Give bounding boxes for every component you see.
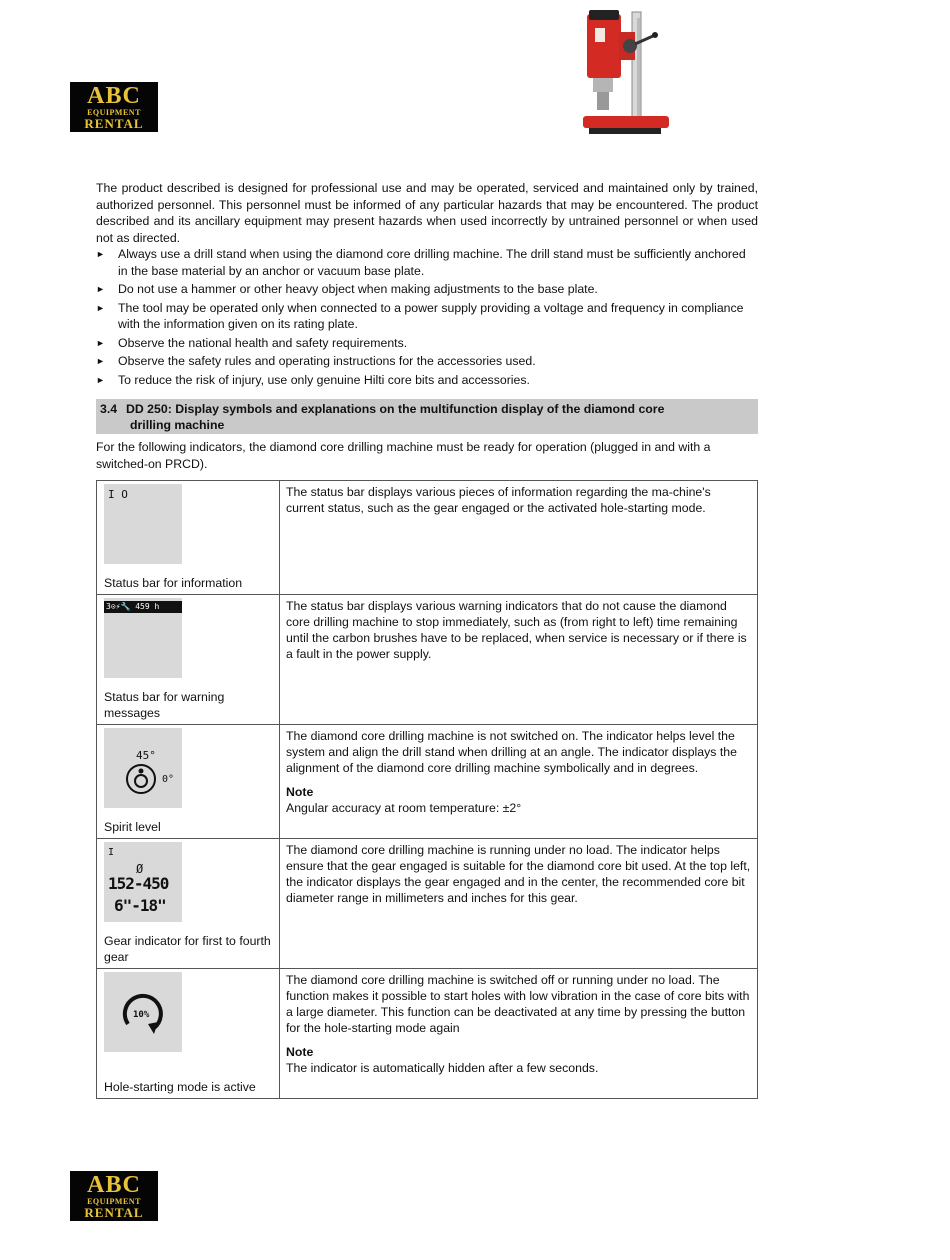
logo-line2: EQUIPMENT: [87, 1197, 141, 1206]
logo-line1: ABC: [87, 1172, 141, 1198]
lead-paragraph: For the following indicators, the diamond core drilling machine must be ready for operation (plugged in and with a switched-on PRCD).: [96, 440, 711, 471]
safety-bullet-list: [96, 246, 758, 390]
list-item: [96, 372, 758, 389]
angle-side-value: 0°: [162, 774, 175, 785]
section-number: 3.4: [100, 402, 118, 416]
logo-line2: EQUIPMENT: [87, 108, 141, 117]
spirit-level-display: [104, 728, 182, 808]
bullet-text: The tool may be operated only when connected to a power supply providing a voltage and frequency in compliance with the information given on its rating plate.: [118, 300, 744, 331]
symbol-cell: [97, 839, 280, 969]
note-heading: Note: [286, 785, 314, 799]
list-item: [96, 246, 758, 279]
description-text: The diamond core drilling machine is switched off or running under no load. The function makes it possible to start holes with low vibration in the case of core bits with a large diameter. This function can be deactivated at any time by pressing the button for the hole-starting mode again: [286, 973, 750, 1035]
table-row: [97, 595, 758, 725]
warning-bar-display: [104, 598, 182, 678]
angle-top-value: 45°: [136, 749, 156, 762]
triangle-right-icon: ►: [96, 249, 105, 259]
drill-stand-image: [575, 8, 670, 138]
table-row: [97, 725, 758, 839]
section-title-line2: drilling machine: [130, 418, 225, 432]
description-text: The diamond core drilling machine is running under no load. The indicator helps ensure that the gear engaged is suitable for the diamond core bit used. At the top left, the indicator displays the gear engaged and in the center, the recommended core bit diameter range in millimeters and inches for this gear.: [286, 843, 751, 905]
triangle-right-icon: ►: [96, 337, 105, 348]
list-item: [96, 353, 758, 370]
gear-number: I: [108, 847, 115, 858]
logo-line3: RENTAL: [84, 1205, 144, 1220]
description-text: The diamond core drilling machine is not switched on. The indicator helps level the system and align the drill stand when drilling at an angle. The indicator displays the alignment of the diamond core drilling machine symbolically and in degrees.: [286, 729, 737, 775]
triangle-right-icon: ►: [96, 302, 105, 313]
abc-logo-bottom: [70, 1171, 158, 1221]
description-cell: [280, 481, 758, 595]
section-heading: [96, 399, 758, 434]
hole-starting-display: [104, 972, 182, 1052]
symbol-label: Gear indicator for first to fourth gear: [104, 934, 271, 964]
abc-logo-top: [70, 82, 158, 132]
status-bar-display: [104, 484, 182, 564]
symbol-label: Status bar for information: [104, 576, 243, 590]
symbol-label: Hole-starting mode is active: [104, 1080, 256, 1094]
gear-mm-range: 152-450: [108, 874, 169, 893]
intro-paragraph: The product described is designed for professional use and may be operated, serviced and maintained only by trained, authorized personnel. This personnel must be informed of any particular hazards that may be encountered. The product described and its ancillary equipment may present hazards when used incorrectly by untrained personnel or when used not as directed.: [96, 181, 758, 245]
description-text: The status bar displays various warning indicators that do not cause the diamond core drilling machine to stop immediately, such as (from right to left) time remaining until the carbon brushes have to be replaced, when service is necessary or if there is a fault in the power supply.: [286, 599, 747, 661]
table-row: [97, 481, 758, 595]
bullet-text: Always use a drill stand when using the diamond core drilling machine. The drill stand must be sufficiently anchored in the base material by an anchor or vacuum base plate.: [118, 247, 746, 278]
table-row: [97, 969, 758, 1099]
description-cell: [280, 725, 758, 839]
bullet-text: To reduce the risk of injury, use only genuine Hilti core bits and accessories.: [118, 372, 530, 387]
diameter-icon: Ø: [136, 862, 144, 876]
triangle-right-icon: ►: [96, 356, 105, 366]
description-cell: [280, 969, 758, 1099]
table-row: [97, 839, 758, 969]
description-cell: [280, 595, 758, 725]
symbol-cell: [97, 969, 280, 1099]
note-heading: Note: [286, 1045, 314, 1059]
bullet-text: Observe the national health and safety requirements.: [118, 335, 408, 350]
symbol-label: Status bar for warning messages: [104, 690, 225, 720]
symbol-cell: [97, 725, 280, 839]
display-symbols-table: [96, 480, 758, 1099]
gear-inch-range: 6"-18": [114, 896, 166, 915]
triangle-right-icon: ►: [96, 284, 105, 294]
symbol-cell: [97, 595, 280, 725]
symbol-label: Spirit level: [104, 820, 161, 834]
description-cell: [280, 839, 758, 969]
list-item: [96, 281, 758, 298]
logo-line1: ABC: [87, 83, 141, 109]
warning-bar-text: 3⊙⚡🔧 459 h: [104, 601, 182, 613]
spirit-level-icon: [124, 762, 158, 796]
gear-indicator-display: [104, 842, 182, 922]
triangle-right-icon: ►: [96, 374, 105, 385]
note-text: Angular accuracy at room temperature: ±2°: [286, 801, 522, 815]
status-bar-text: I O: [108, 488, 128, 501]
description-text: The status bar displays various pieces of information regarding the ma-chine's current status, such as the gear engaged or the activated hole-starting mode.: [286, 485, 711, 515]
bullet-text: Observe the safety rules and operating instructions for the accessories used.: [118, 354, 536, 368]
note-text: The indicator is automatically hidden after a few seconds.: [286, 1061, 599, 1075]
bullet-text: Do not use a hammer or other heavy object when making adjustments to the base plate.: [118, 282, 598, 296]
list-item: [96, 335, 758, 352]
section-title-line1: DD 250: Display symbols and explanations on the multifunction display of the diamond core: [126, 402, 665, 416]
symbol-cell: [97, 481, 280, 595]
hole-starting-percent: 10%: [133, 1010, 150, 1020]
logo-line3: RENTAL: [84, 116, 144, 131]
list-item: [96, 300, 758, 333]
